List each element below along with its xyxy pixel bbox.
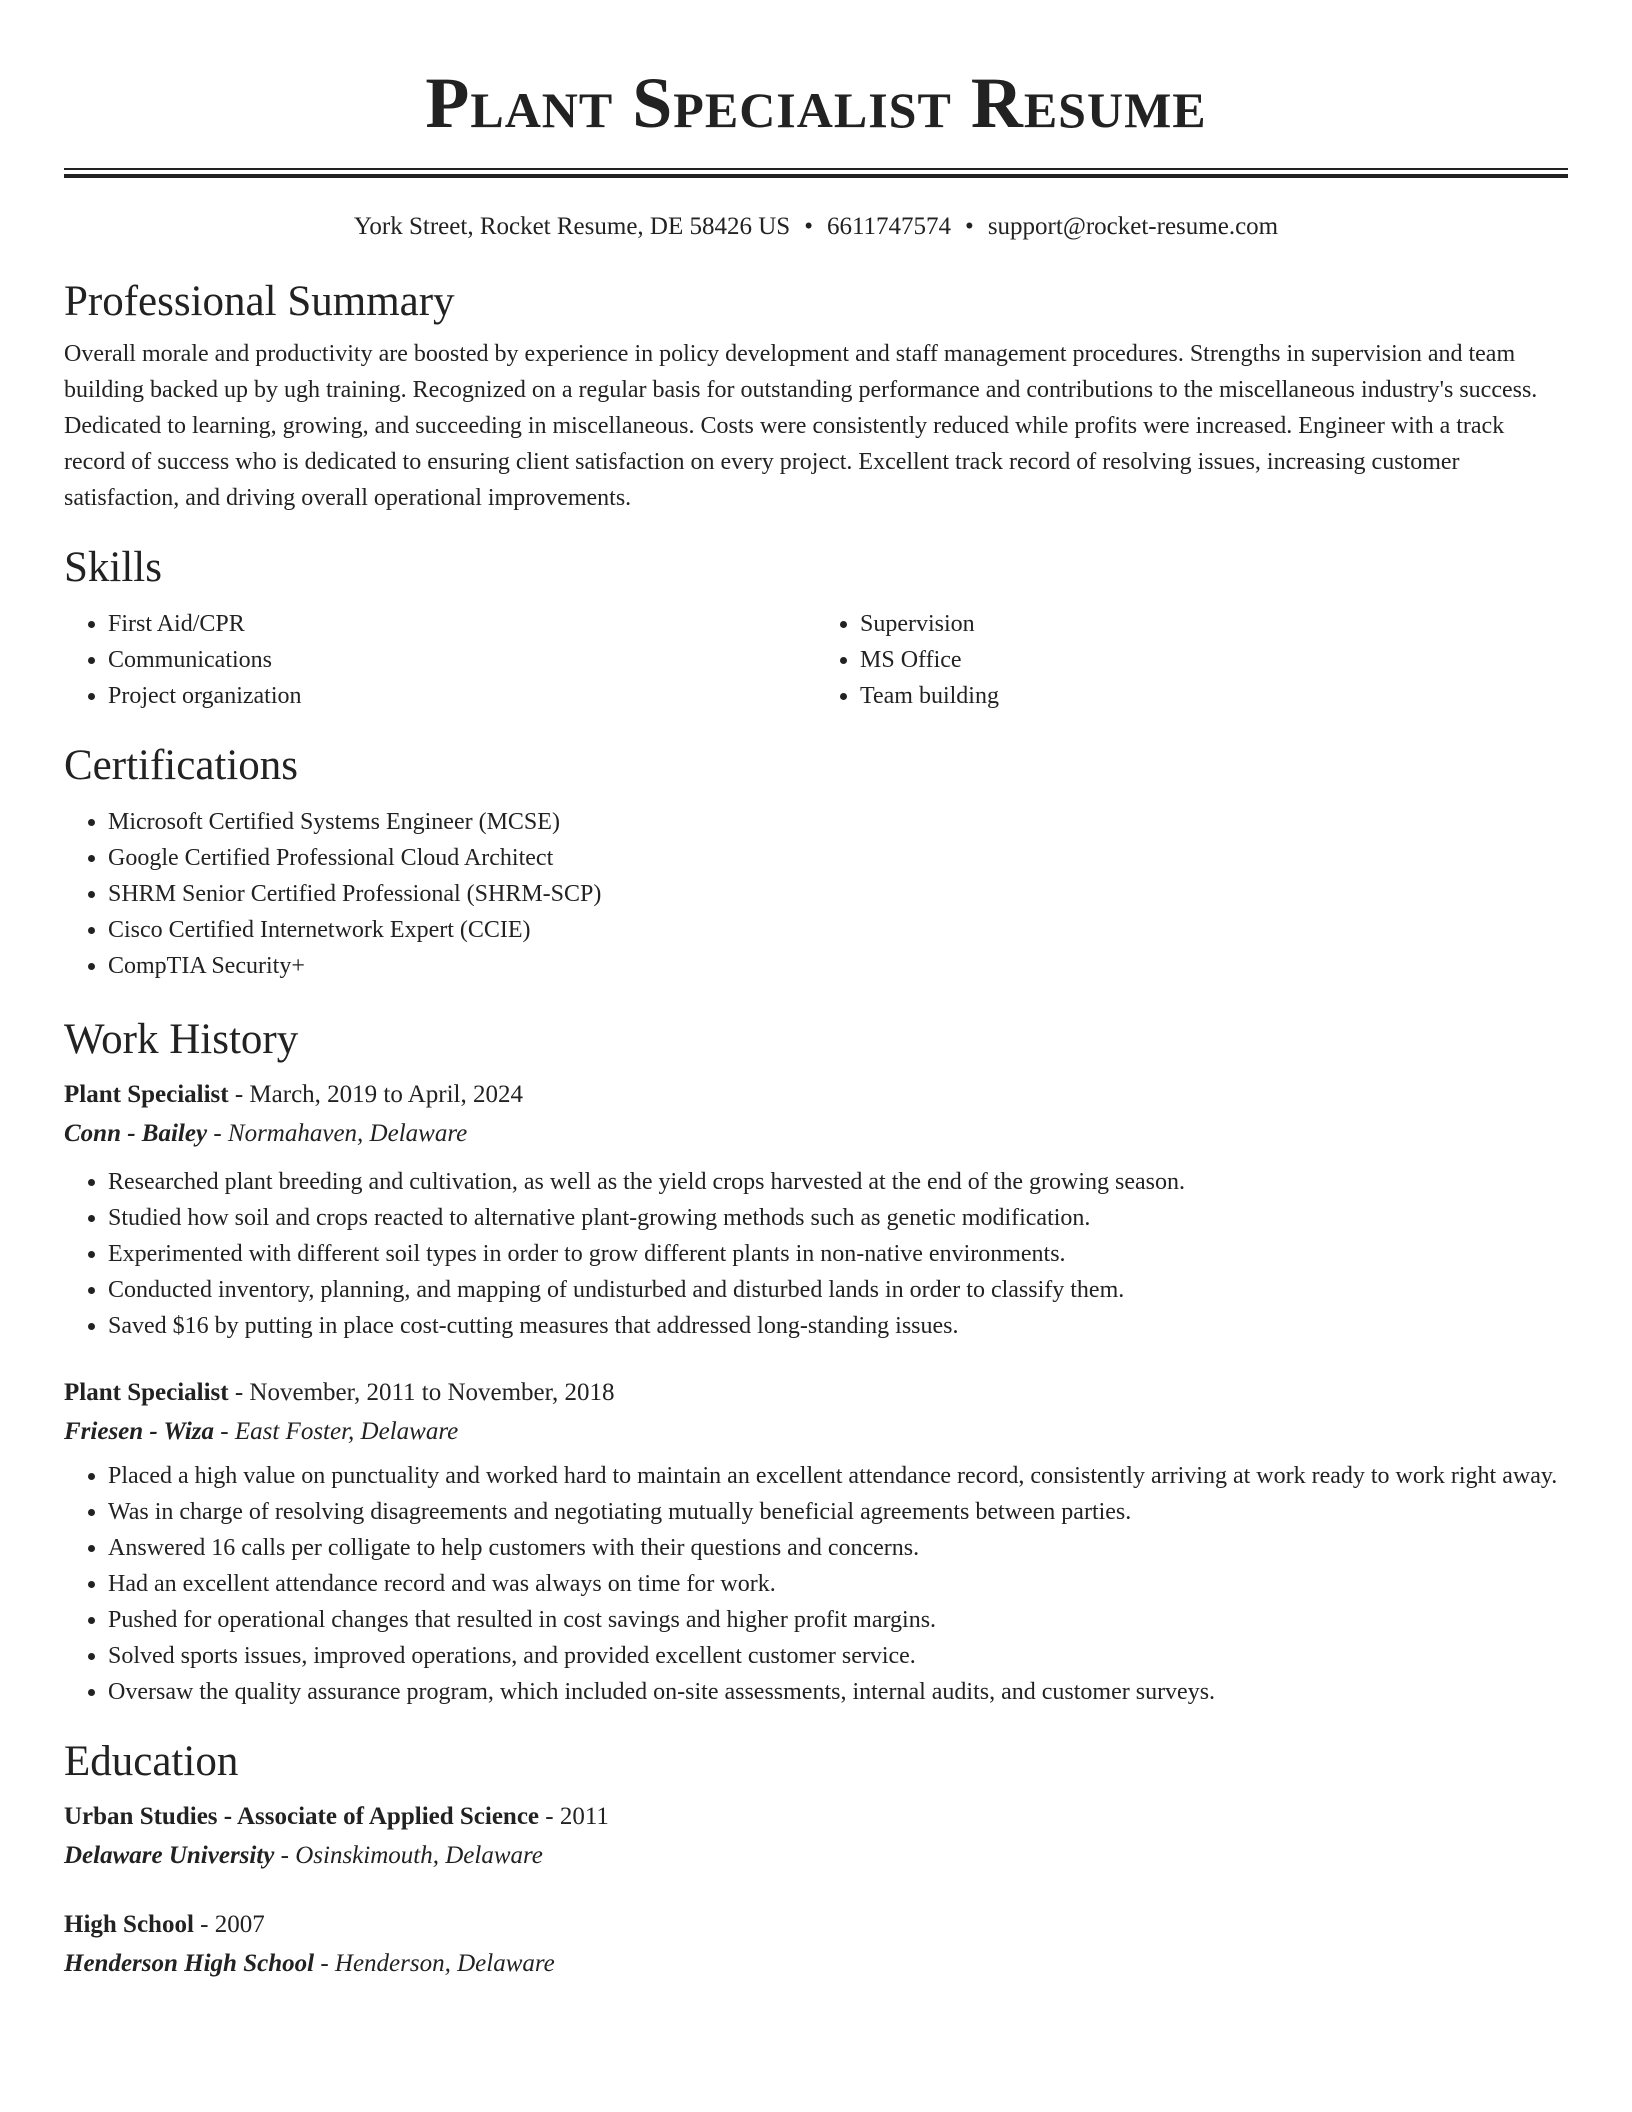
- certification-item: • SHRM Senior Certified Professional (SHRM-SCP): [108, 876, 1568, 912]
- job-bullet: • Placed a high value on punctuality and worked hard to maintain an excellent attendance record, consistently arriving at work ready to work right away.: [108, 1458, 1568, 1494]
- education-year: 2011: [559, 1803, 609, 1830]
- skill-item: • Supervision: [860, 606, 1568, 642]
- job-dates: November, 2011 to November, 2018: [249, 1379, 615, 1406]
- certification-item: • CompTIA Security+: [108, 948, 1568, 984]
- education-degree: Urban Studies - Associate of Applied Science: [64, 1803, 540, 1830]
- contact-separator: •: [804, 213, 813, 240]
- education-location: Osinskimouth, Delaware: [295, 1842, 543, 1869]
- job-bullet: • Answered 16 calls per colligate to help customers with their questions and concerns.: [108, 1530, 1568, 1566]
- job-role: Plant Specialist: [64, 1379, 229, 1406]
- education-school-line: Henderson High School - Henderson, Delaware: [64, 1950, 555, 1977]
- job-company: Conn - Bailey: [64, 1120, 208, 1147]
- job-bullet: • Experimented with different soil types in order to grow different plants in non-native environments.: [108, 1236, 1568, 1272]
- job-bullet: • Conducted inventory, planning, and mapping of undisturbed and disturbed lands in order to classify them.: [108, 1272, 1568, 1308]
- summary-section: [64, 276, 1568, 516]
- job-employer: Friesen - Wiza - East Foster, Delaware: [64, 1418, 459, 1445]
- job-employer: Conn - Bailey - Normahaven, Delaware: [64, 1120, 468, 1147]
- certification-item: • Google Certified Professional Cloud Architect: [108, 840, 1568, 876]
- resume-title: Plant Specialist Resume: [425, 63, 1207, 143]
- summary-heading: Professional Summary: [64, 278, 455, 325]
- work-history-heading: Work History: [64, 1016, 299, 1063]
- job-company: Friesen - Wiza: [64, 1418, 215, 1445]
- skills-section: [64, 542, 1568, 714]
- skill-item: • Team building: [860, 678, 1568, 714]
- contact-address: York Street, Rocket Resume, DE 58426 US: [353, 213, 791, 240]
- education-entry: [64, 1798, 1568, 1876]
- education-year: 2007: [214, 1911, 265, 1938]
- certification-item: • Microsoft Certified Systems Engineer (MCSE): [108, 804, 1568, 840]
- contact-line: [64, 212, 1568, 242]
- education-school: Henderson High School: [64, 1950, 315, 1977]
- job-role: Plant Specialist: [64, 1081, 229, 1108]
- job-bullet: • Saved $16 by putting in place cost-cutting measures that addressed long-standing issues.: [108, 1308, 1568, 1344]
- skill-item: • Communications: [108, 642, 816, 678]
- skill-item: • MS Office: [860, 642, 1568, 678]
- contact-email: support@rocket-resume.com: [987, 213, 1279, 240]
- job-header: Plant Specialist - November, 2011 to November, 2018: [64, 1379, 615, 1406]
- certifications-list: [64, 804, 1568, 984]
- job-bullets: [64, 1458, 1568, 1710]
- skill-item: • Project organization: [108, 678, 816, 714]
- certifications-section: [64, 740, 1568, 984]
- summary-text: Overall morale and productivity are boosted by experience in policy development and staff management procedures. Strengths in supervision and team building backed up by ugh training. Recognized on a regular basis for outstanding performance and contributions to the miscellaneous industry's success. Dedicated to learning, growing, and succeeding in miscellaneous. Costs were consistently reduced while profits were increased. Engineer with a track record of success who is dedicated to ensuring client satisfaction on every project. Excellent track record of resolving issues, increasing customer satisfaction, and driving overall operational improvements.: [64, 341, 1538, 511]
- education-school-line: Delaware University - Osinskimouth, Delaware: [64, 1842, 543, 1869]
- job-bullet: • Studied how soil and crops reacted to alternative plant-growing methods such as genetic modification.: [108, 1200, 1568, 1236]
- work-history-section: [64, 1014, 1568, 1710]
- contact-phone: 6611747574: [826, 213, 952, 240]
- education-school: Delaware University: [64, 1842, 275, 1869]
- job-dates: March, 2019 to April, 2024: [249, 1081, 524, 1108]
- education-location: Henderson, Delaware: [334, 1950, 555, 1977]
- title-divider: [64, 168, 1568, 178]
- job-header: Plant Specialist - March, 2019 to April, 2024: [64, 1081, 524, 1108]
- education-entry: [64, 1906, 1568, 1984]
- education-section: [64, 1736, 1568, 1984]
- skill-item: • First Aid/CPR: [108, 606, 816, 642]
- job-bullet: • Was in charge of resolving disagreements and negotiating mutually beneficial agreements between parties.: [108, 1494, 1568, 1530]
- skills-left-list: [64, 606, 816, 714]
- education-degree: High School: [64, 1911, 194, 1938]
- job-bullet: • Had an excellent attendance record and was always on time for work.: [108, 1566, 1568, 1602]
- job-bullet: • Solved sports issues, improved operations, and provided excellent customer service.: [108, 1638, 1568, 1674]
- education-header: High School - 2007: [64, 1911, 265, 1938]
- job-bullets: [64, 1164, 1568, 1344]
- certifications-heading: Certifications: [64, 742, 299, 789]
- job-location: Normahaven, Delaware: [227, 1120, 468, 1147]
- job-entry: [64, 1374, 1568, 1710]
- skills-heading: Skills: [64, 544, 162, 591]
- job-bullet: • Oversaw the quality assurance program, which included on-site assessments, internal audits, and customer surveys.: [108, 1674, 1568, 1710]
- education-heading: Education: [64, 1738, 239, 1785]
- job-location: East Foster, Delaware: [234, 1418, 459, 1445]
- certification-item: • Cisco Certified Internetwork Expert (CCIE): [108, 912, 1568, 948]
- skills-grid: [64, 606, 1568, 714]
- education-header: Urban Studies - Associate of Applied Science - 2011: [64, 1803, 609, 1830]
- job-bullet: • Researched plant breeding and cultivation, as well as the yield crops harvested at the end of the growing season.: [108, 1164, 1568, 1200]
- contact-separator: •: [965, 213, 974, 240]
- job-entry: [64, 1076, 1568, 1344]
- job-bullet: • Pushed for operational changes that resulted in cost savings and higher profit margins.: [108, 1602, 1568, 1638]
- skills-right-list: [816, 606, 1568, 714]
